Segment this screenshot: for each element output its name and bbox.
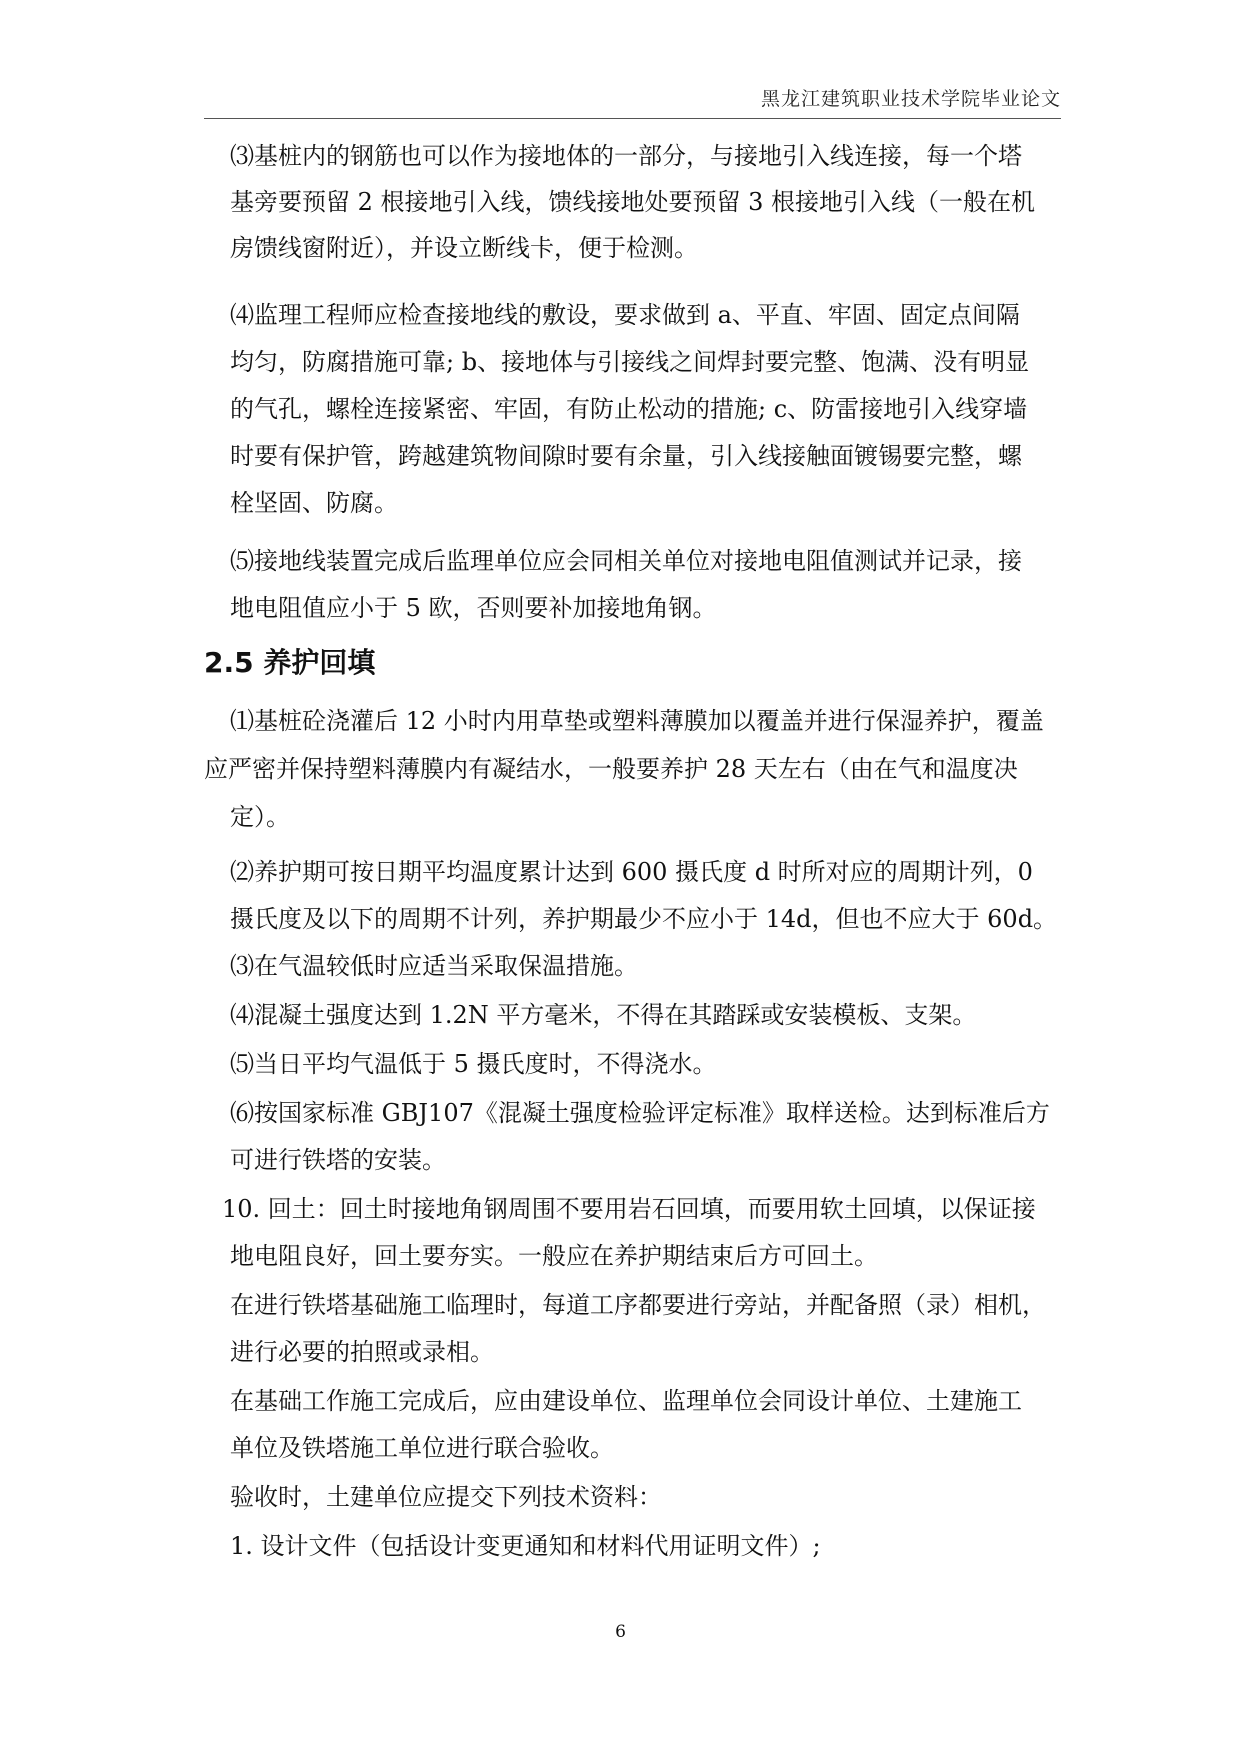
body-line: ⑶基桩内的钢筋也可以作为接地体的一部分，与接地引入线连接，每一个塔 (230, 142, 1022, 170)
body-line: 均匀，防腐措施可靠; b、接地体与引接线之间焊封要完整、饱满、没有明显 (230, 348, 1030, 376)
body-line: ⑷监理工程师应检查接地线的敷设，要求做到 a、平直、牢固、固定点间隔 (230, 301, 1020, 329)
running-header: 黑龙江建筑职业技术学院毕业论文 (760, 88, 1061, 110)
body-line: 在进行铁塔基础施工临理时，每道工序都要进行旁站，并配备照（录）相机， (230, 1291, 1046, 1319)
body-line: ⑹按国家标准 GBJ107《混凝土强度检验评定标准》取样送检。达到标准后方 (230, 1099, 1050, 1127)
body-line: ⑷混凝土强度达到 1.2N 平方毫米，不得在其踏踩或安装模板、支架。 (230, 1001, 977, 1029)
body-line: 进行必要的拍照或录相。 (230, 1338, 494, 1366)
body-line: 摄氏度及以下的周期不计列，养护期最少不应小于 14d，但也不应大于 60d。 (230, 905, 1058, 933)
header-divider (204, 118, 1061, 119)
body-line: ⑵养护期可按日期平均温度累计达到 600 摄氏度 d 时所对应的周期计列，0 (230, 858, 1033, 886)
body-line: 地电阻值应小于 5 欧，否则要补加接地角钢。 (230, 594, 717, 622)
body-line: 基旁要预留 2 根接地引入线，馈线接地处要预留 3 根接地引入线（一般在机 (230, 188, 1036, 216)
body-line: 应严密并保持塑料薄膜内有凝结水，一般要养护 28 天左右（由在气和温度决 (204, 755, 1018, 783)
body-line: 单位及铁塔施工单位进行联合验收。 (230, 1434, 614, 1462)
page-number: 6 (615, 1622, 626, 1642)
body-line: ⑸接地线装置完成后监理单位应会同相关单位对接地电阻值测试并记录，接 (230, 547, 1022, 575)
section-heading: 2.5 养护回填 (204, 646, 376, 679)
body-line: ⑴基桩砼浇灌后 12 小时内用草垫或塑料薄膜加以覆盖并进行保湿养护，覆盖 (230, 707, 1044, 735)
body-line: 栓坚固、防腐。 (230, 489, 398, 517)
body-line: 定）。 (230, 803, 290, 831)
body-line: 1. 设计文件（包括设计变更通知和材料代用证明文件）; (230, 1532, 821, 1560)
body-line: 时要有保护管，跨越建筑物间隙时要有余量，引入线接触面镀锡要完整，螺 (230, 442, 1022, 470)
body-line: ⑶在气温较低时应适当采取保温措施。 (230, 952, 638, 980)
body-line: 验收时，土建单位应提交下列技术资料： (230, 1483, 662, 1511)
body-line: 10. 回土：回土时接地角钢周围不要用岩石回填，而要用软土回填，以保证接 (222, 1195, 1036, 1223)
body-line: 房馈线窗附近），并设立断线卡，便于检测。 (230, 234, 698, 262)
body-line: 在基础工作施工完成后，应由建设单位、监理单位会同设计单位、土建施工 (230, 1387, 1022, 1415)
body-line: 地电阻良好，回土要夯实。一般应在养护期结束后方可回土。 (230, 1242, 878, 1270)
body-line: ⑸当日平均气温低于 5 摄氏度时，不得浇水。 (230, 1050, 717, 1078)
body-line: 可进行铁塔的安装。 (230, 1146, 446, 1174)
body-line: 的气孔，螺栓连接紧密、牢固，有防止松动的措施; c、防雷接地引入线穿墙 (230, 395, 1028, 423)
